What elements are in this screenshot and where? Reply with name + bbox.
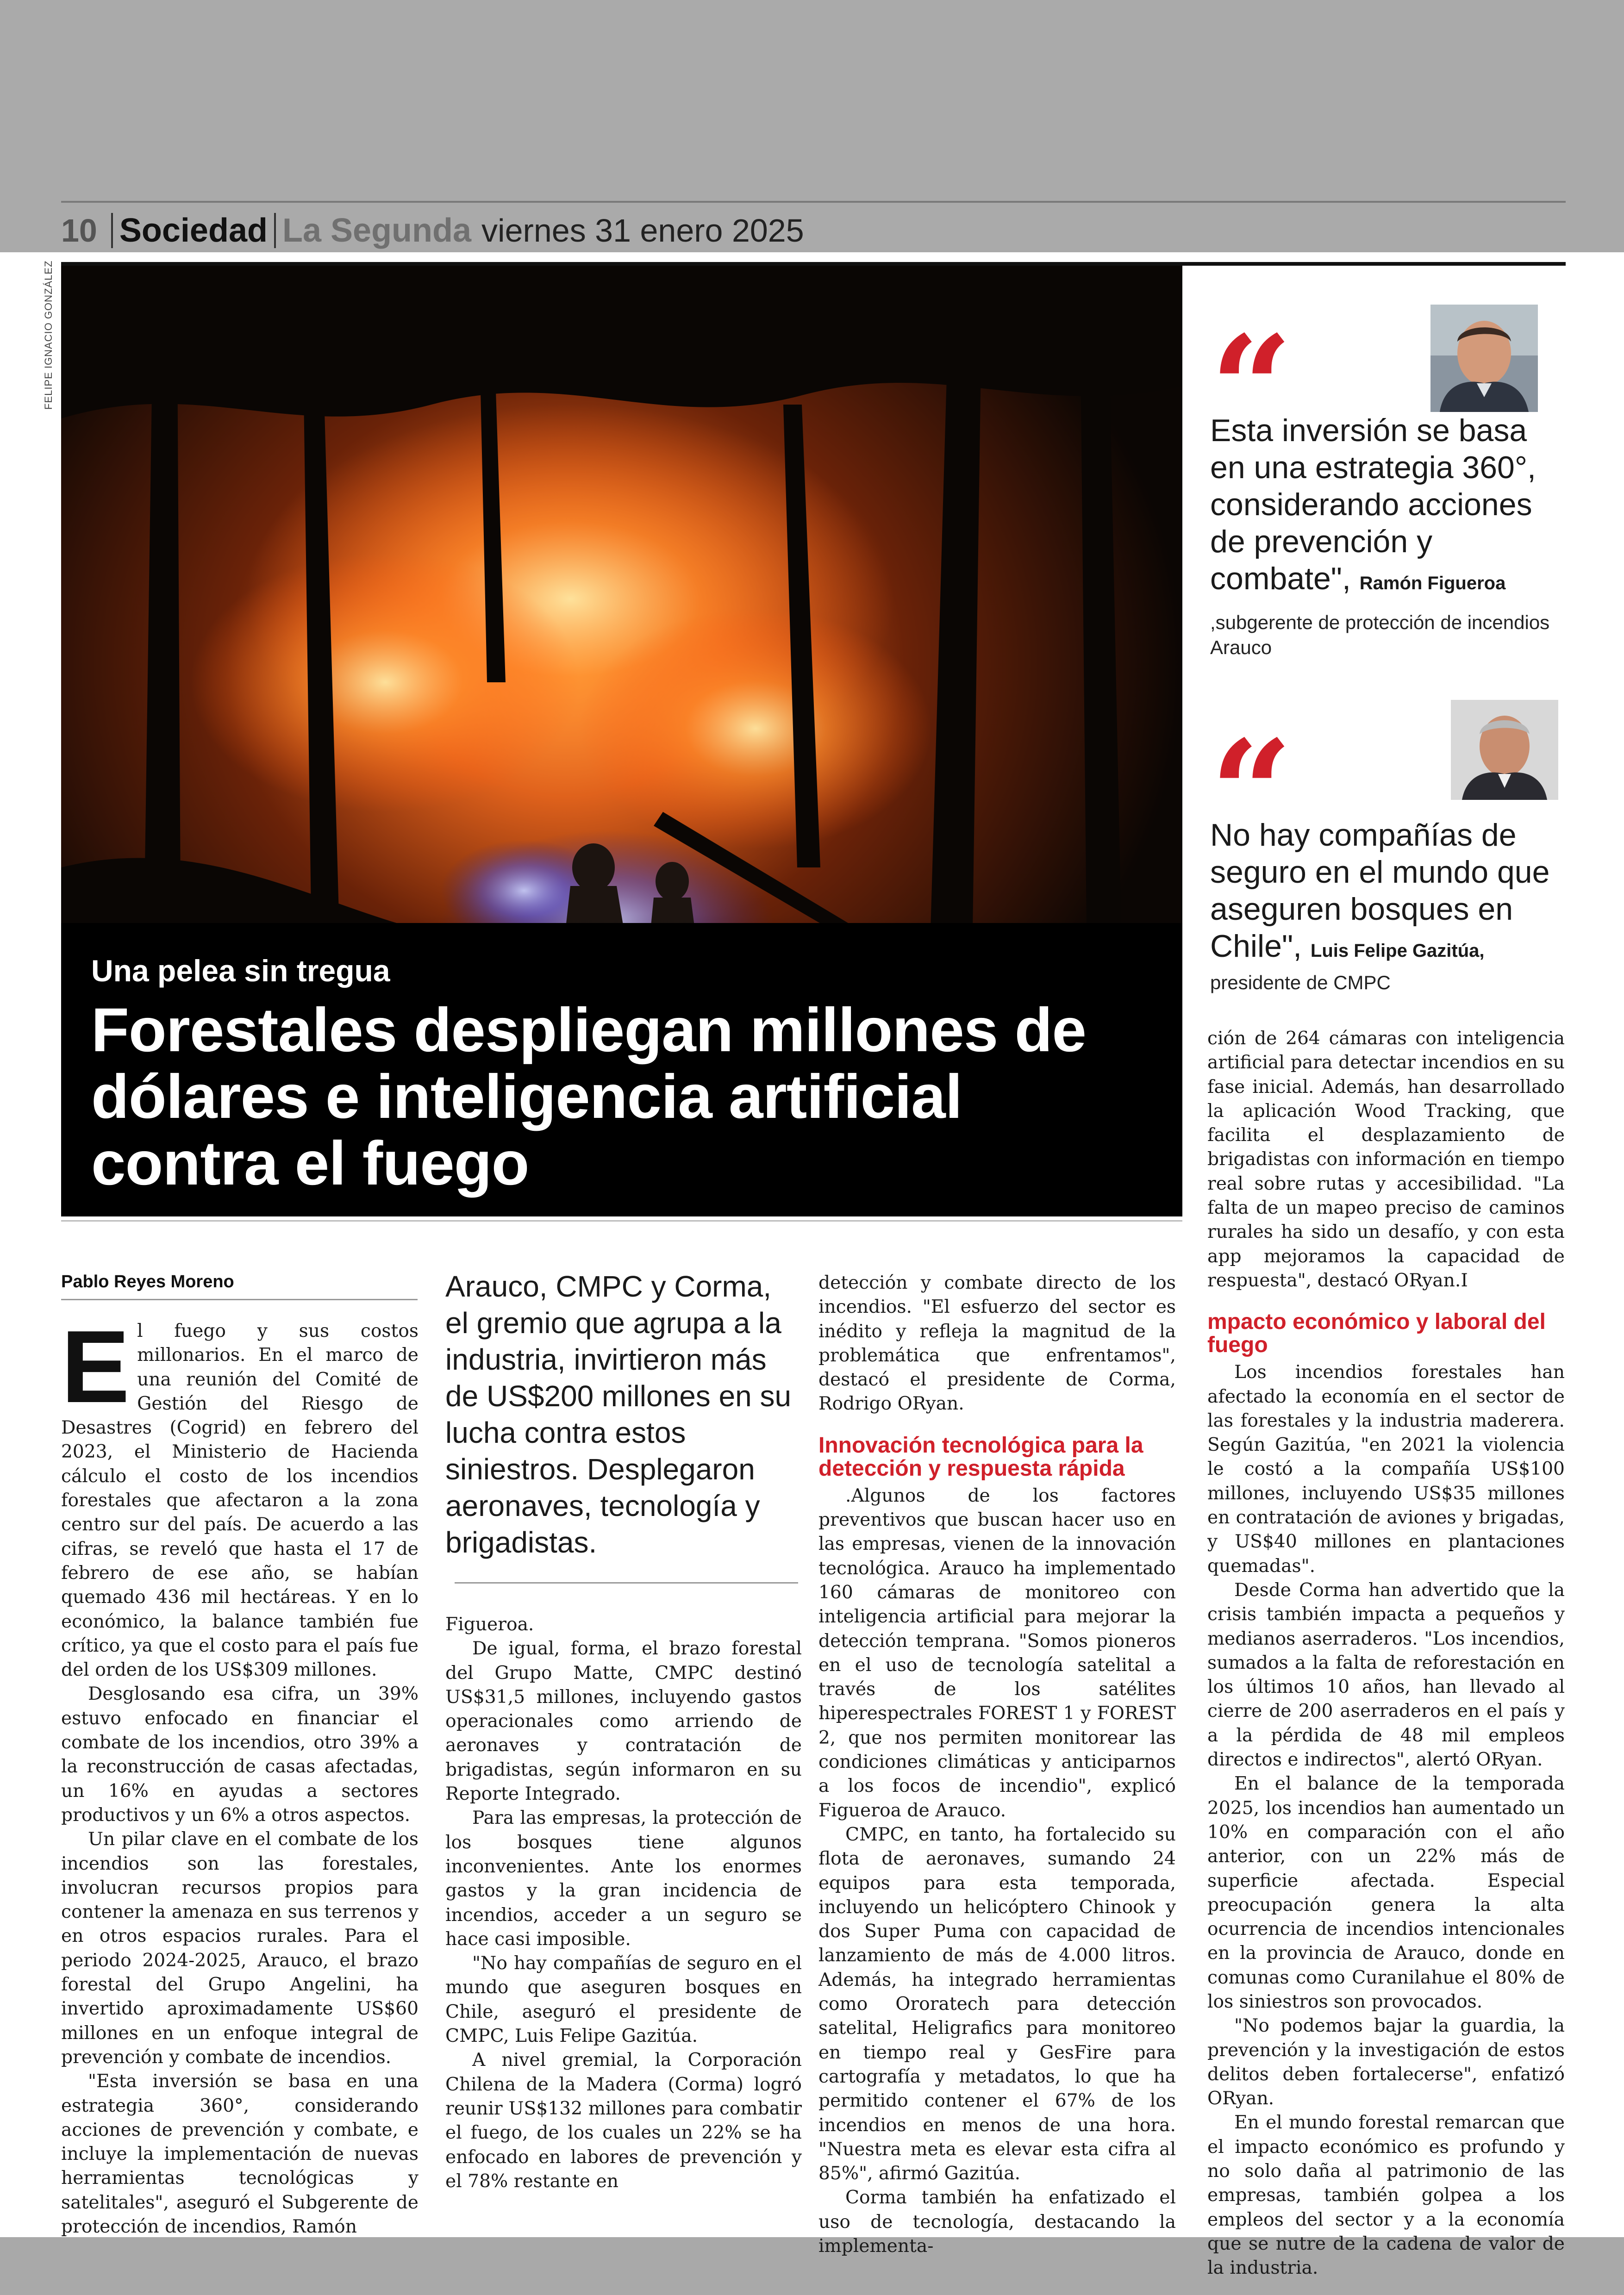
subheading-innovation: Innovación tecnológica para la detección y respuesta rápida	[818, 1433, 1143, 1481]
byline: Pablo Reyes Moreno	[61, 1272, 234, 1291]
drop-cap: E	[61, 1310, 130, 1424]
article-paragraph: Los incendios forestales han afectado la economía en el sector de las forestales y la industria maderera. Según Gazitúa, "en 2021 la violencia le costó a la compañía US$100 millones, incluyendo US$35 millones en contratación de aviones y brigadas, y US$40 millones en plantaciones quemadas".	[1207, 1362, 1565, 1577]
quote-author-role: ,subgerente de protección de incendios Arauco	[1210, 611, 1550, 658]
article-paragraph: Un pilar clave en el combate de los incendios son las forestales, involucran recursos propios para contener la amenaza en sus terrenos y en otros espacios rurales. Para el periodo 2024-2025, Arauco, el brazo forestal del Grupo Angelini, ha invertido aproximadamente US$60 millones en un enfoque integral de prevención y combate de incendios.	[61, 1829, 418, 2068]
issue-date: viernes 31 enero 2025	[481, 212, 804, 249]
article-paragraph: "No podemos bajar la guardia, la prevención y la investigación de estos delitos deben fortalecerse", enfatizó ORyan.	[1207, 2015, 1565, 2109]
article-column-1	[61, 1310, 418, 2239]
article-paragraph: Figueroa.	[445, 1614, 534, 1635]
byline-rule	[61, 1299, 418, 1300]
article-paragraph: Desde Corma han advertido que la crisis también impacta a pequeños y medianos aserraderos. "Los incendios, sumados a la falta de reforestación en los últimos 10 años, han llevado al cierre de 200 aserraderos en el país y a la pérdida de 48 mil empleos directos e indirectos", alertó ORyan.	[1207, 1579, 1565, 1771]
article-column-3	[818, 1271, 1176, 2258]
photo-credit: FELIPE IGNACIO GONZÁLEZ	[43, 260, 54, 410]
article-paragraph	[61, 1310, 418, 1682]
article-paragraph: En el balance de la temporada 2025, los incendios han aumentado un 10% en comparación con el año anterior, con un 22% más de superficie afectada. Especial preocupación genera la alta ocurrencia de incendios intencionales en la provincia de Arauco, donde en comunas como Curanilahue el 80% de los siniestros son provocados.	[1207, 1773, 1565, 2012]
hero-bottom-rule	[61, 1220, 1182, 1222]
article-paragraph: .Algunos de los factores preventivos que buscan hacer uso en las empresas, vienen de la innovación tecnológica. Arauco ha implementado 160 cámaras de monitoreo con inteligencia artificial para mejorar la detección temprana. "Somos pioneros en el uso de tecnología satelital a través de los satélites hiperespectrales FOREST 1 y FOREST 2, que nos permiten monitorear las condiciones climáticas y anticiparnos a los focos de incendio", explicó Figueroa de Arauco.	[818, 1485, 1176, 1821]
article-paragraph: Desglosando esa cifra, un 39% estuvo enfocado en financiar el combate de los incendios, otro 39% a la reconstrucción de casas afectadas, un 16% en ayudas a sectores productivos y un 6% a otros aspectos.	[61, 1684, 418, 1826]
quote-body: Esta inversión se basa en una estrategia 360°, considerando acciones de prevención y combate",	[1210, 413, 1536, 596]
header-divider	[111, 213, 113, 248]
pull-quote-rule	[455, 1582, 798, 1584]
article-paragraph: CMPC, en tanto, ha fortalecido su flota de aeronaves, sumando 24 equipos para esta temporada, incluyendo un helicóptero Chinook y dos Super Puma con capacidad de lanzamiento de más de 4.000 litros. Además, ha integrado herramientas como Ororatech para detección satelital, Heligrafics para monitoreo en tiempo real y GesFire para cartografía y metadatos, lo que ha permitido contener el 67% de los incendios en menos de una hora. "Nuestra meta es elevar esta cifra al 85%", afirmó Gazitúa.	[818, 1824, 1176, 2184]
quote-author: Luis Felipe Gazitúa,	[1310, 941, 1485, 961]
page-number: 10	[61, 212, 97, 249]
article-column-2	[445, 1613, 802, 2194]
article-paragraph: ción de 264 cámaras con inteligencia artificial para detectar incendios en su fase inicial. Además, han desarrollado la aplicación Wood Tracking, que facilita el desplazamiento de brigadistas con información en tiempo real sobre rutas y accesibilidad. "La falta de un mapeo preciso de caminos rurales ha sido un desafío, y con esta app mejoramos la capacidad de respuesta", destacó ORyan.I	[1207, 1028, 1565, 1291]
quote-author-role: presidente de CMPC	[1210, 972, 1391, 993]
headline-kicker: Una pelea sin tregua	[91, 954, 390, 988]
article-paragraph: En el mundo forestal remarcan que el impacto económico es profundo y no solo daña al patrimonio de las empresas, también golpea a los empleos del sector y a la economía que se nutre de la cadena de valor de la industria.	[1207, 2112, 1565, 2279]
article-paragraph: De igual, forma, el brazo forestal del Grupo Matte, CMPC destinó US$31,5 millones, incluyendo gastos operacionales como arriendo de aeronaves y contratación de brigadistas, según informaron en su Reporte Integrado.	[445, 1638, 802, 1805]
section-name: Sociedad	[119, 212, 268, 249]
pull-quote-lead: Arauco, CMPC y Corma, el gremio que agrupa a la industria, invirtieron más de US$200 millones en su lucha contra estos siniestros. Desplegaron aeronaves, tecnología y brigadistas.	[445, 1270, 792, 1559]
hero-photo	[61, 266, 1182, 1216]
article-paragraph: A nivel gremial, la Corporación Chilena de la Madera (Corma) logró reunir US$132 millones para combatir el fuego, de los cuales un 22% se ha enfocado en labores de prevención y el 78% restante en	[445, 2050, 802, 2192]
newspaper-name: La Segunda	[282, 212, 472, 249]
header-top-rule	[61, 201, 1566, 203]
article-column-4	[1207, 1027, 1565, 2281]
pull-quote-2	[1210, 709, 1567, 995]
paragraph-text: l fuego y sus costos millonarios. En el marco de una reunión del Comité de Gestión del Riesgo de Desastres (Cogrid) en febrero del 2023, el Ministerio de Hacienda cálculo el costo de los incendios forestales que afectaron a la zona centro sur del país. De acuerdo a las cifras, se reveló que hasta el 17 de febrero de ese año, se habían quemado 436 mil hectáreas. Y en lo económico, la balance también fue crítico, ya que el costo para el país fue del orden de los US$309 millones.	[61, 1321, 418, 1681]
header-bottom-rule	[61, 262, 1566, 266]
page-header	[61, 209, 804, 252]
quote-text-1	[1210, 412, 1567, 602]
article-paragraph: detección y combate directo de los incendios. "El esfuerzo del sector es inédito y refleja la magnitud de la problemática que enfrentamos", destacó el presidente de Corma, Rodrigo ORyan.	[818, 1272, 1176, 1415]
pull-quote-1	[1210, 305, 1567, 660]
quote-mark-icon: “	[1210, 305, 1293, 473]
article-paragraph: "No hay compañías de seguro en el mundo que aseguren bosques en Chile, aseguró el presidente de CMPC, Luis Felipe Gazitúa.	[445, 1953, 802, 2047]
article-paragraph: Para las empresas, la protección de los bosques tiene algunos inconvenientes. Ante los enormes gastos y la gran incidencia de incendios, acceder a un seguro se hace casi imposible.	[445, 1808, 802, 1950]
headline: Forestales despliegan millones de dólares e inteligencia artificial contra el fuego	[91, 996, 1086, 1198]
article-paragraph: "Esta inversión se basa en una estrategia 360°, considerando acciones de prevención y combate, e incluye la implementación de nuevas herramientas tecnológicas y satelitales", aseguró el Subgerente de protección de incendios, Ramón	[61, 2071, 418, 2237]
quote-author: Ramón Figueroa	[1359, 573, 1506, 593]
quote-mark-icon: “	[1210, 709, 1293, 878]
article-paragraph: Corma también ha enfatizado el uso de tecnología, destacando la implementa-	[818, 2187, 1176, 2257]
subheading-economic-impact: mpacto económico y laboral del fuego	[1207, 1310, 1546, 1358]
quote-text-2	[1210, 817, 1567, 969]
quote-body: No hay compañías de seguro en el mundo que aseguren bosques en Chile",	[1210, 817, 1550, 964]
header-divider	[274, 213, 276, 248]
